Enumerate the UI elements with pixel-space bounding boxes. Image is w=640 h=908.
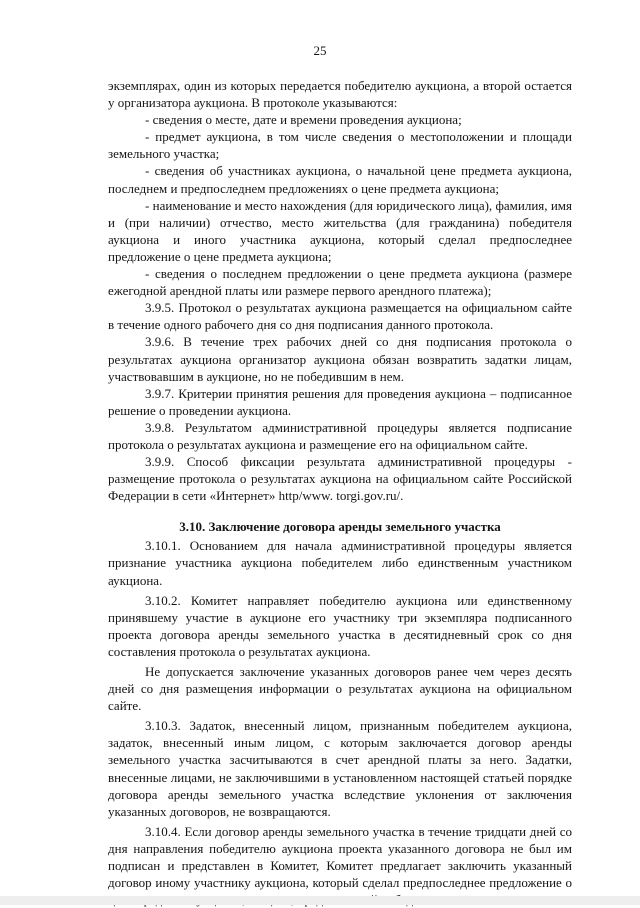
page-number: 25 <box>313 43 327 58</box>
clause-3-10-4: 3.10.4. Если договор аренды земельного участка в течение тридцати дней со дня направления победителю аукциона проекта указанного договора не был им подписан и представлен в Комитет, Комитет предлагает заключить указанный договор иному участнику аукциона, который сделал предпоследнее предложение о <box>108 823 572 891</box>
section-heading: 3.10. Заключение договора аренды земельного участка <box>179 519 501 535</box>
list-item: - сведения о месте, дате и времени проведения аукциона; <box>145 112 462 128</box>
clause-3-9-6: 3.9.6. В течение трех рабочих дней со дня подписания протокола о результатах аукциона организатор аукциона обязан возвратить задатки лицам, участвовавшим в аукционе, но не победившим в нем. <box>108 334 572 384</box>
clause-3-9-5: 3.9.5. Протокол о результатах аукциона размещается на официальном сайте в течение одного рабочего дня со дня подписания данного протокола. <box>108 300 572 333</box>
clause-3-10-3: 3.10.3. Задаток, внесенный лицом, признанным победителем аукциона, задаток, внесенный иным лицом, с которым заключается договор аренды земельного участка засчитываются в счет арендной платы за него. Задатки, внесенные лицами, не заключившими в установленном настоящей статьей порядке договора аренды земельного участка вследствие уклонения от заключения указанных договоров, не возвращаются. <box>108 718 572 819</box>
scan-edge <box>0 896 640 905</box>
clause-3-9-8: 3.9.8. Результатом административной процедуры является подписание протокола о результатах аукциона и размещение его на официальном сайте. <box>108 419 572 452</box>
clause-3-10-1: 3.10.1. Основанием для начала административной процедуры является признание участника аукциона победителем либо единственным участником аукциона. <box>108 538 572 588</box>
list-item: - сведения о последнем предложении о цене предмета аукциона (размере ежегодной арендной платы или размере первого арендного платежа); <box>108 266 572 299</box>
list-item: - предмет аукциона, в том числе сведения о местоположении и площади земельного участка; <box>108 129 572 162</box>
document-body <box>108 77 572 908</box>
paragraph: Не допускается заключение указанных договоров ранее чем через десять дней со дня размещения информации о результатах аукциона на официальном сайте. <box>108 664 572 714</box>
paragraph: экземплярах, один из которых передается победителю аукциона, а второй остается у организатора аукциона. В протоколе указываются: <box>108 78 572 111</box>
list-item: - наименование и место нахождения (для юридического лица), фамилия, имя и (при наличии) отчество, место жительства (для гражданина) победителя аукциона и иного участника аукциона, который сделал предпоследнее предложение о цене предмета аукциона; <box>108 197 572 264</box>
clause-3-9-7: 3.9.7. Критерии принятия решения для проведения аукциона – подписанное решение о проведении аукциона. <box>108 385 572 418</box>
clause-3-10-2: 3.10.2. Комитет направляет победителю аукциона или единственному принявшему участие в аукционе его участнику три экземпляра подписанного проекта договора аренды земельного участка в десятидневный срок со дня составления протокола о результатах аукциона. <box>108 592 572 659</box>
clause-3-9-9: 3.9.9. Способ фиксации результата административной процедуры - размещение протокола о результатах аукциона на официальном сайте Российской Федерации в сети «Интернет» http/www. torgi.gov.ru/. <box>108 454 572 504</box>
list-item: - сведения об участниках аукциона, о начальной цене предмета аукциона, последнем и предпоследнем предложениях о цене предмета аукциона; <box>108 163 572 196</box>
